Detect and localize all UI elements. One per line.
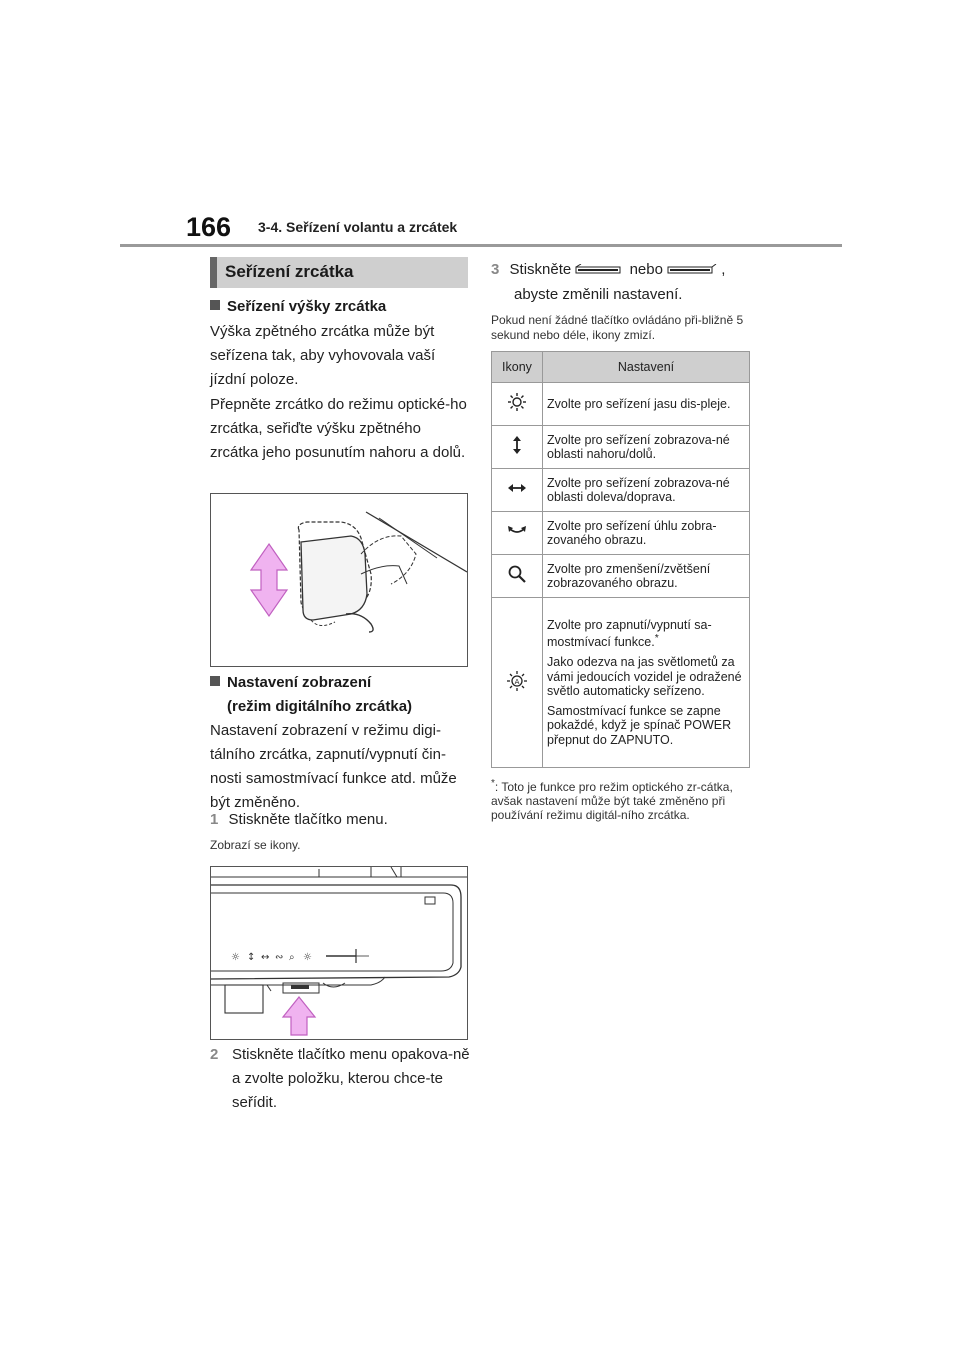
step-3-line-2: abyste změnili nastavení. — [514, 286, 683, 303]
auto-dim-text-3: Samostmívací funkce se zapne pokaždé, když je spínač POWER přepnut do ZAPNUTO. — [547, 703, 732, 747]
icon-cell — [492, 426, 543, 469]
height-paragraph-2: Přepněte zrcátko do režimu optické-ho zrcátka, seřiďte výšku zpětného zrcátka jeho posunutím nahoru a dolů. — [210, 396, 467, 461]
table-row — [492, 383, 750, 426]
footnote-mark: * — [654, 633, 659, 645]
table-row — [492, 598, 750, 768]
mirror-menu-illustration — [211, 867, 467, 1039]
svg-text:↔: ↔ — [261, 952, 270, 963]
square-bullet-icon — [210, 300, 220, 310]
square-bullet-icon — [210, 676, 220, 686]
mirror-height-figure — [210, 493, 468, 667]
height-paragraph-1: Výška zpětného zrcátka může být seřízena tak, aby vyhovovala vaší jízdní poloze. — [210, 323, 436, 388]
svg-text:A: A — [514, 677, 520, 686]
svg-text:↕: ↕ — [247, 952, 256, 963]
svg-text:☼: ☼ — [303, 952, 312, 963]
page-number: 166 — [186, 212, 232, 242]
setting-cell — [543, 598, 750, 768]
section-title: Seřízení zrcátka — [210, 257, 468, 288]
table-header-settings: Nastavení — [543, 352, 750, 383]
step-1: 1 Stiskněte tlačítko menu. — [210, 811, 388, 828]
auto-dim-icon — [506, 670, 528, 692]
step-number: 1 — [210, 811, 219, 828]
timeout-note: Pokud není žádné tlačítko ovládáno při-bližně 5 sekund nebo déle, ikony zmizí. — [491, 313, 744, 342]
icon-cell — [492, 383, 543, 426]
auto-dim-text-1: Zvolte pro zapnutí/vypnutí sa-mostmívací funkce.* — [547, 617, 712, 650]
icon-cell — [492, 555, 543, 598]
table-header-row — [492, 352, 750, 383]
setting-cell: Zvolte pro seřízení zobrazova-né oblasti doleva/doprava. — [543, 469, 750, 512]
section-header: 3-4. Seřízení volantu a zrcátek — [258, 219, 458, 235]
svg-text:⌕: ⌕ — [289, 952, 295, 963]
icon-cell — [492, 512, 543, 555]
step-2: 2 Stiskněte tlačítko menu opakova-ně a zvolte položku, kterou chce-te seřídit. — [210, 1043, 472, 1115]
display-heading-sub: (režim digitálního zrcátka) — [227, 698, 413, 715]
mirror-height-illustration — [211, 494, 467, 666]
icon-cell — [492, 598, 543, 768]
display-paragraph: Nastavení zobrazení v režimu digi-tálního zrcátka, zapnutí/vypnutí čin-nosti samostmívací funkce atd. může být změněno. — [210, 722, 457, 811]
step-1-note: Zobrazí se ikony. — [210, 838, 301, 852]
setting-cell: Zvolte pro zmenšení/zvětšení zobrazovaného obrazu. — [543, 555, 750, 598]
header-rule — [120, 244, 842, 247]
mirror-menu-figure — [210, 866, 468, 1040]
icon-cell — [492, 469, 543, 512]
display-heading: Nastavení zobrazení — [210, 671, 371, 695]
table-header-icons: Ikony — [492, 352, 543, 383]
setting-cell: Zvolte pro seřízení úhlu zobra-zovaného obrazu. — [543, 512, 750, 555]
table-row — [492, 555, 750, 598]
left-button-icon — [575, 264, 625, 276]
vertical-arrows-icon — [507, 435, 527, 455]
height-heading: Seřízení výšky zrcátka — [210, 295, 386, 319]
setting-cell: Zvolte pro seřízení jasu dis-pleje. — [543, 383, 750, 426]
right-button-icon — [667, 264, 717, 276]
magnifier-icon — [507, 564, 527, 584]
tilt-icon — [506, 521, 528, 541]
step-3: 3 Stiskněte nebo , — [491, 261, 726, 278]
step-number: 3 — [491, 261, 500, 278]
icons-table — [491, 351, 750, 768]
footnote: *: Toto je funkce pro režim optického zr-cátka, avšak nastavení může být také změněno při používání režimu digitál-ního zrcátka. — [491, 778, 733, 822]
setting-cell: Zvolte pro seřízení zobrazova-né oblasti nahoru/dolů. — [543, 426, 750, 469]
brightness-icon — [507, 392, 527, 412]
table-row — [492, 512, 750, 555]
svg-text:☼: ☼ — [231, 952, 240, 963]
step-number: 2 — [210, 1046, 219, 1063]
table-row — [492, 426, 750, 469]
auto-dim-text-2: Jako odezva na jas světlometů za vámi jedoucích vozidel je odražené světlo automaticky seřízeno. — [547, 655, 742, 699]
footnote-asterisk: * — [491, 778, 495, 789]
horizontal-arrows-icon — [507, 478, 527, 498]
svg-text:∾: ∾ — [275, 952, 284, 963]
table-row — [492, 469, 750, 512]
